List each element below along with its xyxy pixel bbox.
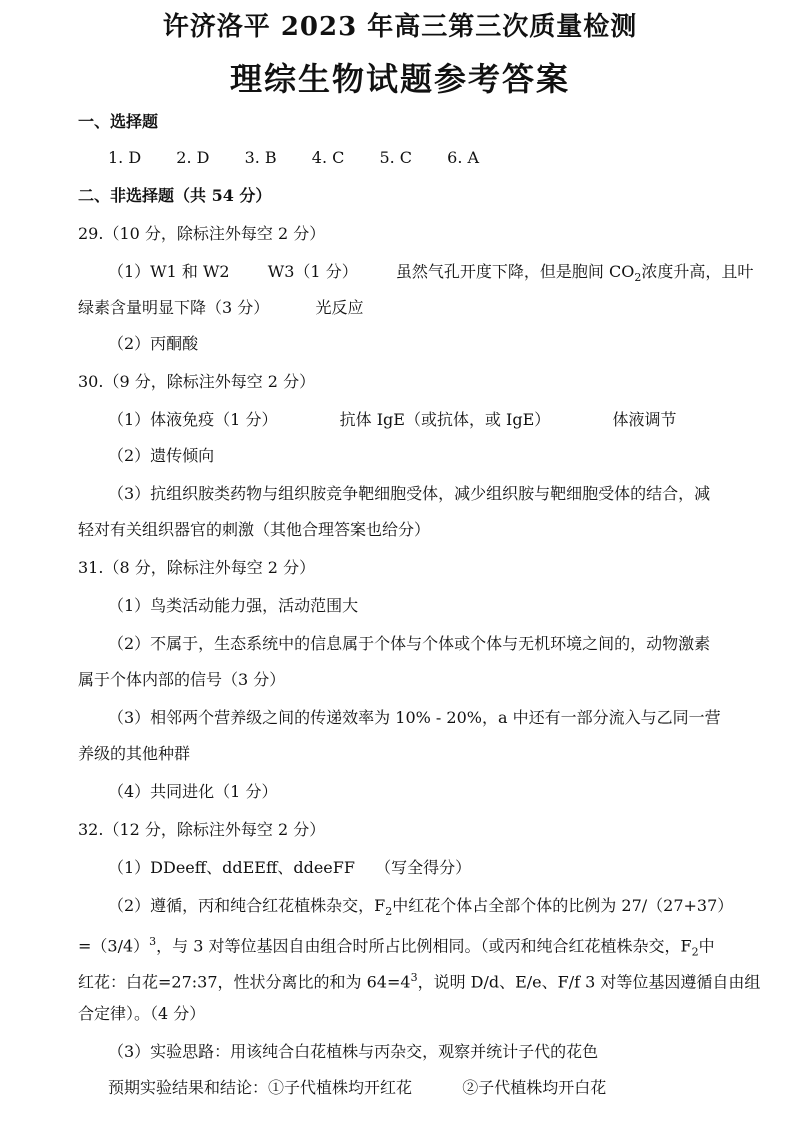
q30-answer-2: （2）遗传倾向 bbox=[108, 446, 215, 465]
mc-answers bbox=[108, 148, 509, 168]
q31-answer-4: （4）共同进化（1 分） bbox=[108, 782, 278, 801]
q31-answer-3-line2: 养级的其他种群 bbox=[78, 744, 191, 763]
q31-heading: 31.（8 分，除标注外每空 2 分） bbox=[78, 558, 316, 577]
section2-heading: 二、非选择题（共 54 分） bbox=[78, 186, 272, 205]
q31-answer-2-line2: 属于个体内部的信号（3 分） bbox=[78, 670, 286, 689]
q29-answer-1-line2: 绿素含量明显下降（3 分） 光反应 bbox=[78, 298, 364, 317]
q29-answer-1-line1: （1）W1 和 W2 W3（1 分） 虽然气孔开度下降，但是胞间 $CO_2$浓度升高，且叶 bbox=[108, 262, 754, 285]
section1-heading: 一、选择题 bbox=[78, 112, 159, 131]
q29-heading: 29.（10 分，除标注外每空 2 分） bbox=[78, 224, 326, 243]
q32-heading: 32.（12 分，除标注外每空 2 分） bbox=[78, 820, 326, 839]
q32-answer-2-line4: 合定律）。（4 分） bbox=[78, 1004, 206, 1023]
q32-answer-2-line3: 红花：白花=27:37，性状分离比的和为 $64=4^3$，说明 D/d、E/e、F/f 3 对等位基因遵循自由组 bbox=[78, 971, 761, 992]
q30-answer-1: （1）体液免疫（1 分） 抗体 IgE（或抗体，或 IgE） 体液调节 bbox=[108, 410, 677, 429]
q32-answer-2-line1: （2）遵循，丙和纯合红花植株杂交，$F_2$中红花个体占全部个体的比例为 27/（27+37） bbox=[108, 896, 734, 919]
q32-answer-4: 预期实验结果和结论：①子代植株均开红花 ②子代植株均开白花 bbox=[108, 1078, 607, 1097]
q29-answer-2: （2）丙酮酸 bbox=[108, 334, 199, 353]
q32-answer-1: （1）DDeeff、ddEEff、ddeeFF （写全得分） bbox=[108, 858, 472, 877]
mc-answer-3: 3. B bbox=[244, 148, 277, 167]
mc-answer-4: 4. C bbox=[311, 148, 345, 167]
q32-answer-2-line2: $=(3/4)^3$，与 3 对等位基因自由组合时所占比例相同。（或丙和纯合红花植株杂交，$F_2$中 bbox=[78, 935, 715, 959]
q31-answer-1: （1）鸟类活动能力强，活动范围大 bbox=[108, 596, 359, 615]
answer-title: 理综生物试题参考答案 bbox=[229, 60, 570, 98]
mc-answer-1: 1. D bbox=[108, 148, 142, 167]
q30-answer-3-line1: （3）抗组织胺类药物与组织胺竞争靶细胞受体，减少组织胺与靶细胞受体的结合，减 bbox=[108, 484, 711, 503]
mc-answer-2: 2. D bbox=[176, 148, 210, 167]
mc-answer-6: 6. A bbox=[447, 148, 480, 167]
q31-answer-2-line1: （2）不属于，生态系统中的信息属于个体与个体或个体与无机环境之间的，动物激素 bbox=[108, 634, 711, 653]
q30-answer-3-line2: 轻对有关组织器官的刺激（其他合理答案也给分） bbox=[78, 520, 431, 539]
q31-answer-3-line1: （3）相邻两个营养级之间的传递效率为 10% - 20%，a 中还有一部分流入与乙同一营 bbox=[108, 708, 721, 727]
q32-answer-3: （3）实验思路：用该纯合白花植株与丙杂交，观察并统计子代的花色 bbox=[108, 1042, 599, 1061]
mc-answer-5: 5. C bbox=[379, 148, 413, 167]
q30-heading: 30.（9 分，除标注外每空 2 分） bbox=[78, 372, 316, 391]
exam-title: 许济洛平 2023 年高三第三次质量检测 bbox=[162, 12, 638, 42]
